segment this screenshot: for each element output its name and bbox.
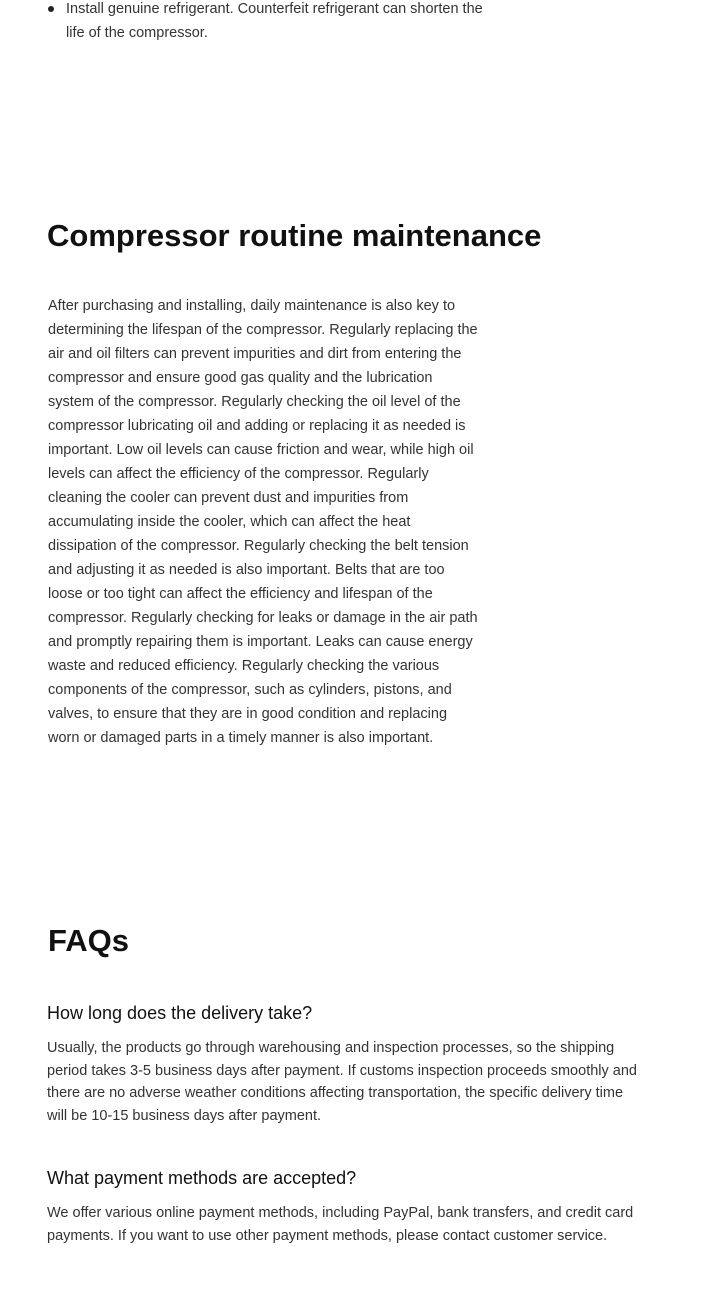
faqs-heading: FAQs (48, 923, 129, 958)
maintenance-heading: Compressor routine maintenance (47, 218, 542, 253)
faq-question-delivery: How long does the delivery take? (47, 1003, 313, 1023)
refrigerant-tip-item: Install genuine refrigerant. Counterfeit refrigerant can shorten the life of the compressor. (66, 1, 483, 41)
faq-question-payment: What payment methods are accepted? (47, 1168, 357, 1188)
refrigerant-bullet-dot (48, 6, 54, 12)
faq-answer-payment: We offer various online payment methods, including PayPal, bank transfers, and credit card payments. If you want to use other payment methods, please contact customer service. (47, 1205, 634, 1244)
faq-answer-delivery: Usually, the products go through warehousing and inspection processes, so the shipping period takes 3-5 business days after payment. If customs inspection proceeds smoothly and there are no adverse weather conditions affecting transportation, the specific delivery time will be 10-15 business days after payment. (47, 1040, 637, 1124)
maintenance-paragraph: After purchasing and installing, daily maintenance is also key to determining the lifespan of the compressor. Regularly replacing the air and oil filters can prevent impurities and dirt from entering the compressor and ensure good gas quality and the lubrication system of the compressor. Regularly checking the oil level of the compressor lubricating oil and adding or replacing it as needed is important. Low oil levels can cause friction and wear, while high oil levels can affect the efficiency of the compressor. Regularly cleaning the cooler can prevent dust and impurities from accumulating inside the cooler, which can affect the heat dissipation of the compressor. Regularly checking the belt tension and adjusting it as needed is also important. Belts that are too loose or too tight can affect the efficiency and lifespan of the compressor. Regularly checking for leaks or damage in the air path and promptly repairing them is important. Leaks can cause energy waste and reduced efficiency. Regularly checking the various components of the compressor, such as cylinders, pistons, and valves, to ensure that they are in good condition and replacing worn or damaged parts in a timely manner is also important. (48, 298, 478, 746)
